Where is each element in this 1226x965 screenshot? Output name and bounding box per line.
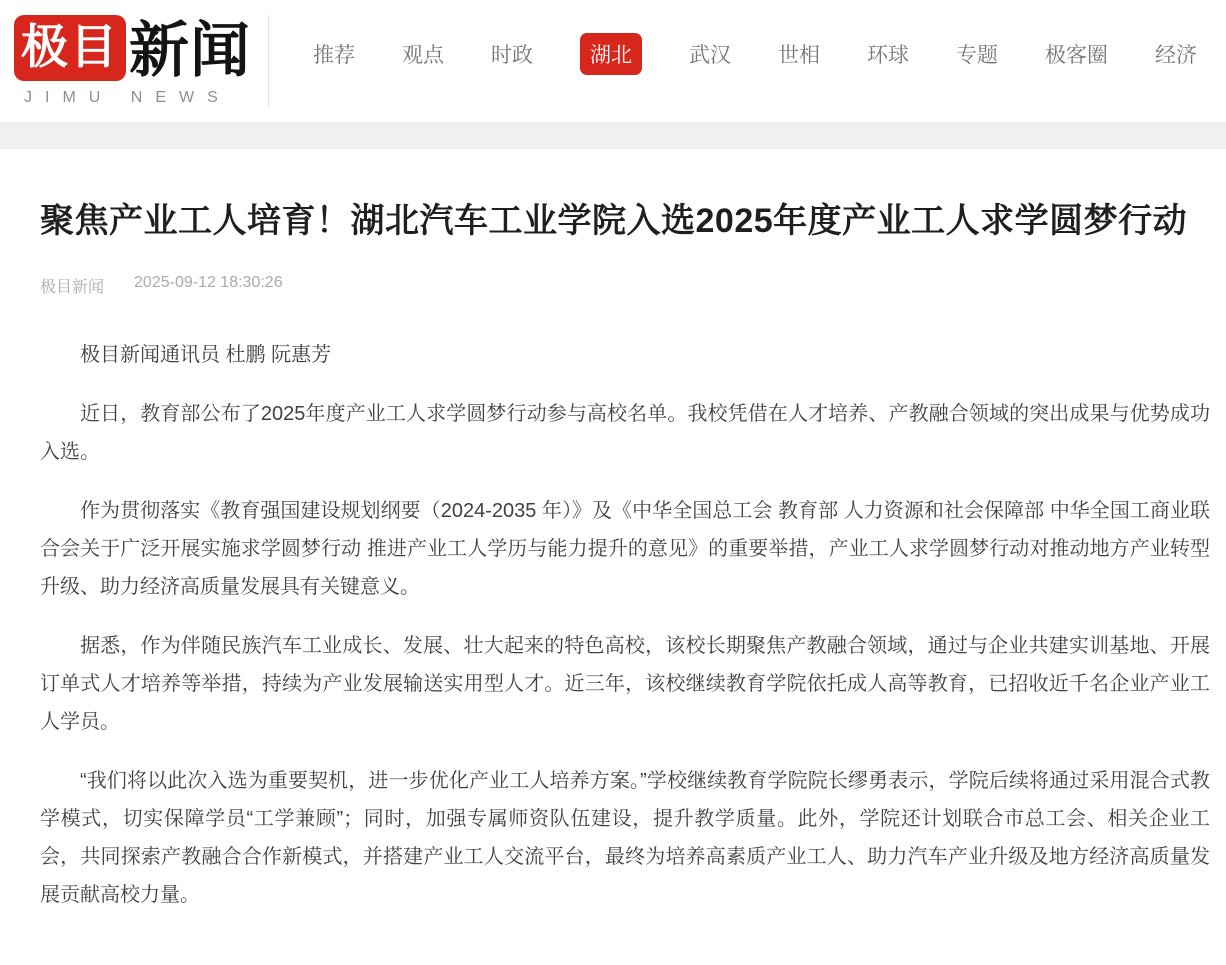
article-paragraph: “我们将以此次入选为重要契机，进一步优化产业工人培养方案。”学校继续教育学院院长缪勇表示，学院后续将通过采用混合式教学模式，切实保障学员“工学兼顾”；同时，加强专属师资队伍建设，提升教学质量。此外，学院还计划联合市总工会、相关企业工会，共同探索产教融合合作新模式，并搭建产业工人交流平台，最终为培养高素质产业工人、助力汽车产业升级及地方经济高质量发展贡献高校力量。 xyxy=(40,770,1210,907)
logo-wordmark xyxy=(14,15,262,84)
article-source: 极目新闻 xyxy=(40,279,105,297)
main-nav xyxy=(269,33,1226,75)
nav-item-opinion[interactable]: 观点 xyxy=(402,44,444,67)
article-paragraph: 作为贯彻落实《教育强国建设规划纲要（2024-2035 年）》及《中华全国总工会 教育部 人力资源和社会保障部 中华全国工商业联合会关于广泛开展实施求学圆梦行动 推进产业工人学历与能力提升的意见》的重要举措，产业工人求学圆梦行动对推动地方产业转型升级、助力经济高质量发展具有关键意义。 xyxy=(40,500,1210,599)
nav-item-topics[interactable]: 专题 xyxy=(956,44,998,67)
nav-item-hubei[interactable]: 湖北 xyxy=(580,33,642,75)
nav-item-economy[interactable]: 经济 xyxy=(1155,44,1197,67)
site-header xyxy=(0,0,1226,122)
article-timestamp: 2025-09-12 18:30:26 xyxy=(134,274,283,292)
logo-subtext: JIMU NEWS xyxy=(24,89,231,106)
nav-item-recommend[interactable]: 推荐 xyxy=(313,44,355,67)
nav-item-society[interactable]: 世相 xyxy=(778,44,820,67)
nav-item-politics[interactable]: 时政 xyxy=(491,44,533,67)
site-logo[interactable] xyxy=(14,15,262,107)
article-paragraph: 据悉，作为伴随民族汽车工业成长、发展、壮大起来的特色高校，该校长期聚焦产教融合领域，通过与企业共建实训基地、开展订单式人才培养等举措，持续为产业发展输送实用型人才。近三年，该校继续教育学院依托成人高等教育，已招收近千名企业产业工人学员。 xyxy=(40,635,1210,734)
article-title: 聚焦产业工人培育！湖北汽车工业学院入选2025年度产业工人求学圆梦行动 xyxy=(40,202,1188,240)
article-paragraph: 近日，教育部公布了2025年度产业工人求学圆梦行动参与高校名单。我校凭借在人才培养、产教融合领域的突出成果与优势成功入选。 xyxy=(40,403,1210,464)
article-paragraph-correspondent: 极目新闻通讯员 杜鹏 阮惠芳 xyxy=(80,344,332,367)
logo-red-box: 极目 xyxy=(14,15,126,81)
separator-band xyxy=(0,122,1226,149)
logo-black-text: 新闻 xyxy=(129,18,251,84)
nav-item-geek-circle[interactable]: 极客圈 xyxy=(1045,44,1108,67)
nav-item-global[interactable]: 环球 xyxy=(867,44,909,67)
article-byline xyxy=(40,274,1210,297)
nav-item-wuhan[interactable]: 武汉 xyxy=(689,44,731,67)
article-body xyxy=(40,336,1210,914)
article-page xyxy=(0,194,1226,965)
